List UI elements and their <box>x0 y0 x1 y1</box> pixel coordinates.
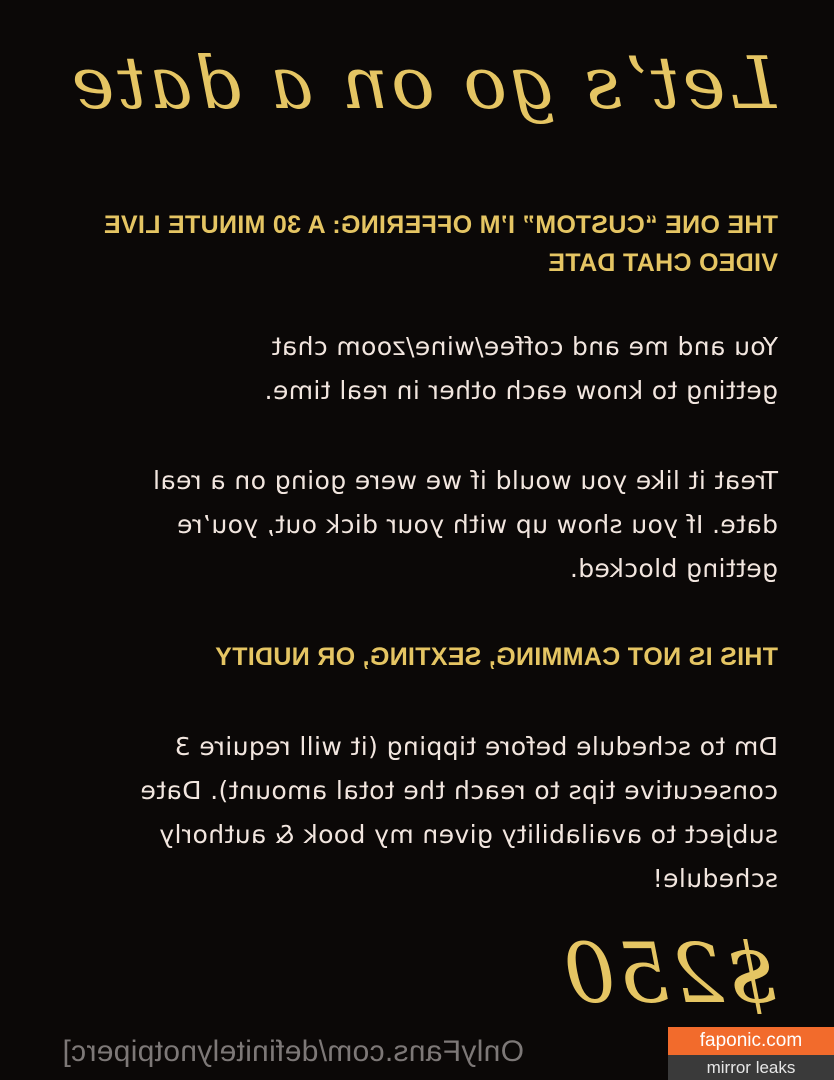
offer-heading: THE ONE “CUSTOM” I’M OFFERING: A 30 MINUTE LIVE VIDEO CHAT DATE <box>103 211 778 277</box>
watermark-site: faponic.com <box>668 1027 834 1055</box>
footer-url: OnlyFans.com/definitelynotpiperc] <box>62 1035 524 1068</box>
booking-paragraph: Dm to schedule before tipping (it will require 3 consecutive tips to reach the total amount). Date subject to availability given my book & authorly schedule! <box>140 732 778 893</box>
rules-paragraph: Treat it like you would if we were going on a real date. If you show up with your dick out, you’re getting blocked. <box>152 466 778 583</box>
warning-heading: THIS IS NOT CAMMING, SEXTING, OR NUDITY <box>214 643 778 671</box>
poster-title: Let’s go on a date <box>68 41 776 125</box>
price-label: $250 <box>561 927 778 1022</box>
watermark-badge <box>668 1027 834 1080</box>
watermark-tagline: mirror leaks <box>668 1055 834 1080</box>
intro-paragraph: You and me and coffee/wine/zoom chat getting to know each other in real time. <box>264 332 778 405</box>
